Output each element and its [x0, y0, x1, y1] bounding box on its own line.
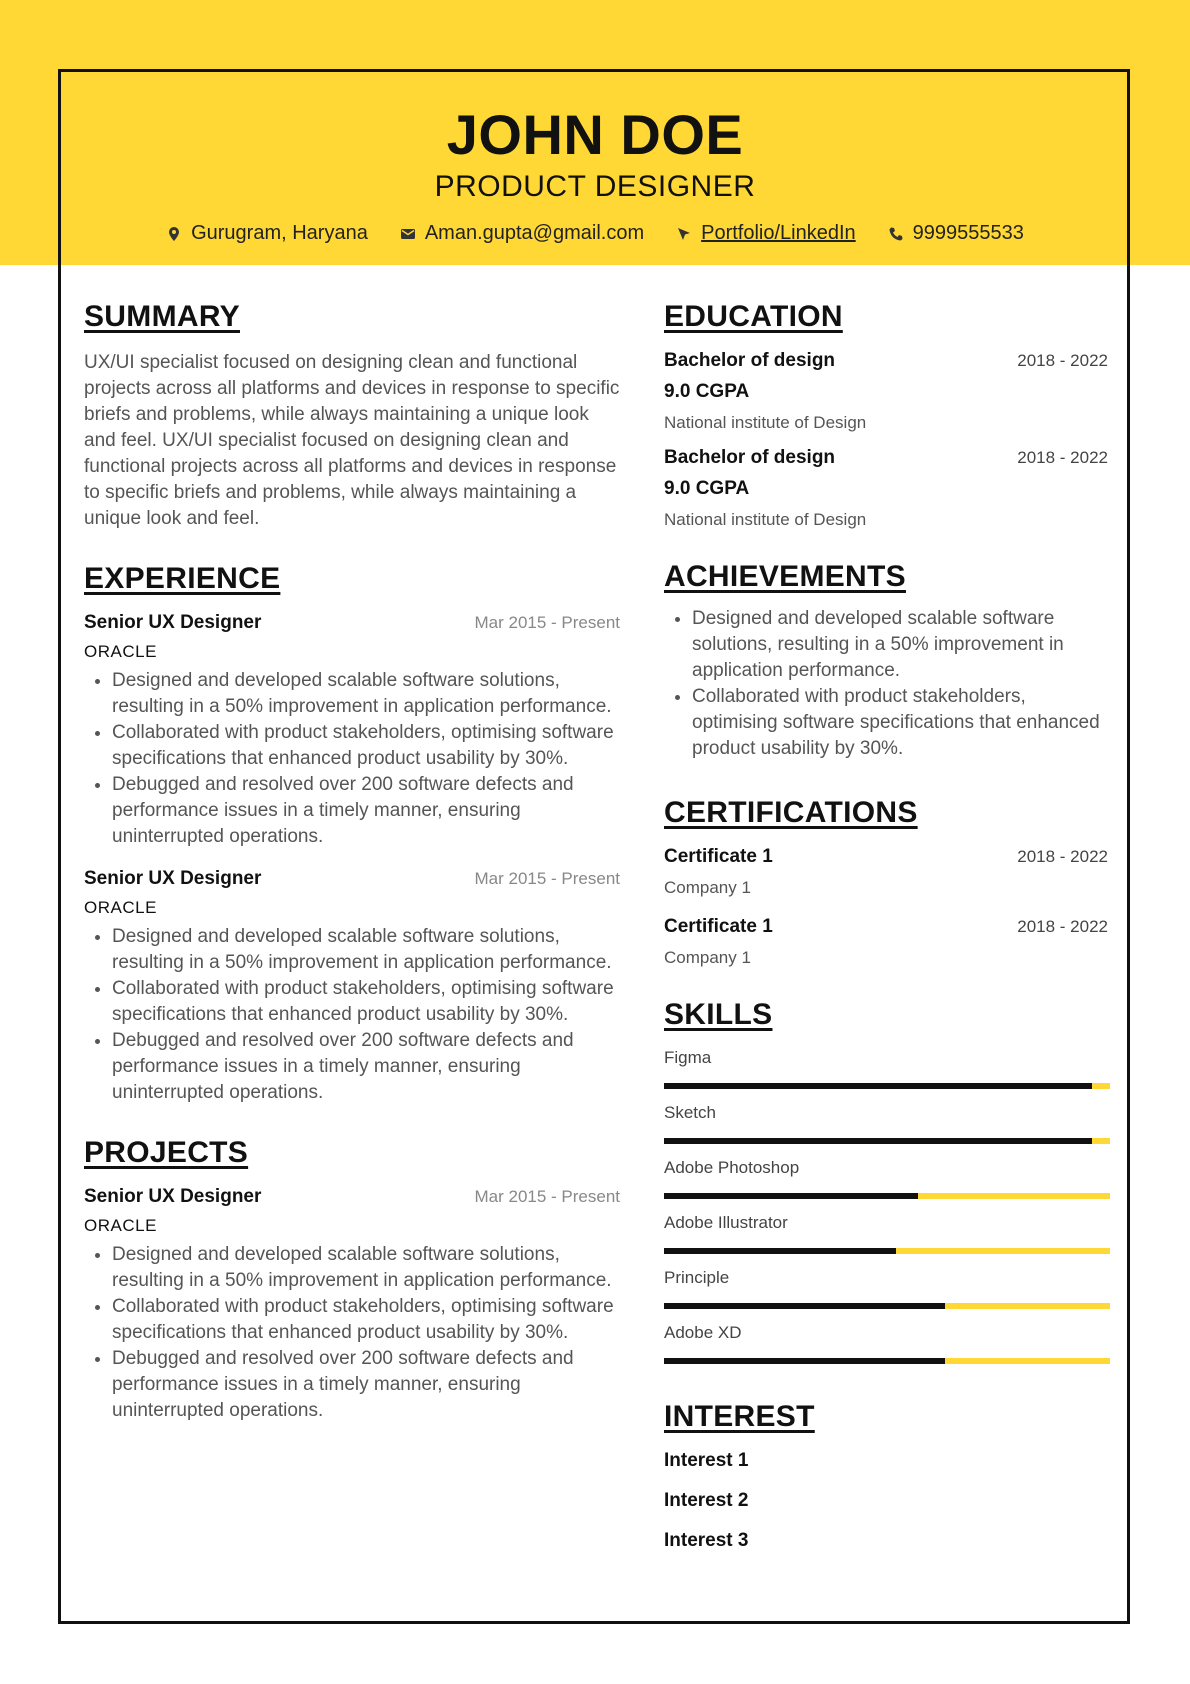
skill-level-fill — [664, 1138, 1092, 1144]
bullet-item: • Debugged and resolved over 200 software defects and performance issues in a timely manner, ensuring uninterrupted operations. — [112, 1028, 620, 1106]
bullet-item: • Debugged and resolved over 200 software defects and performance issues in a timely manner, ensuring uninterrupted operations. — [112, 772, 620, 850]
project-item — [84, 1186, 620, 1424]
skill-bar — [664, 1248, 1110, 1254]
certification-item — [664, 916, 1108, 968]
job-date: Mar 2015 - Present — [474, 869, 620, 888]
bullet-item: • Collaborated with product stakeholders, optimising software specifications that enhanced product usability by 30%. — [692, 684, 1108, 762]
bullet-item: • Collaborated with product stakeholders, optimising software specifications that enhanced product usability by 30%. — [112, 720, 620, 772]
achievements-title: ACHIEVEMENTS — [664, 560, 906, 593]
bullet-item: • Collaborated with product stakeholders, optimising software specifications that enhanced product usability by 30%. — [112, 976, 620, 1028]
skill-bar — [664, 1193, 1110, 1199]
skills-section — [664, 998, 1108, 1364]
certificate-company: Company 1 — [664, 878, 751, 897]
job-company: ORACLE — [84, 642, 157, 661]
phone-text[interactable]: 9999555533 — [912, 222, 1024, 244]
experience-title: EXPERIENCE — [84, 562, 281, 595]
degree: Bachelor of design — [664, 447, 836, 468]
skills-list — [664, 1048, 1108, 1364]
candidate-name: JOHN DOE — [446, 103, 744, 166]
portfolio-link[interactable]: Portfolio/LinkedIn — [701, 222, 856, 244]
skill-level-fill — [664, 1193, 918, 1199]
certificate-company: Company 1 — [664, 948, 751, 967]
skill-name: Sketch — [664, 1103, 716, 1122]
education-section — [664, 300, 1108, 530]
projects-section — [84, 1136, 620, 1424]
skill-item — [664, 1213, 1108, 1254]
summary-section — [84, 300, 620, 532]
skill-name: Principle — [664, 1268, 730, 1287]
skill-name: Figma — [664, 1048, 712, 1067]
skill-bar — [664, 1083, 1110, 1089]
bullet-item: • Designed and developed scalable software solutions, resulting in a 50% improvement in application performance. — [112, 924, 620, 976]
job-bullets — [84, 668, 620, 850]
certifications-title: CERTIFICATIONS — [664, 796, 918, 829]
contact-location — [166, 222, 368, 245]
contact-phone[interactable] — [888, 222, 1024, 245]
interest-item: Interest 2 — [664, 1490, 749, 1511]
contact-bar — [0, 222, 1190, 245]
job-company: ORACLE — [84, 898, 157, 917]
skill-level-fill — [664, 1248, 896, 1254]
contact-portfolio[interactable] — [676, 222, 856, 245]
grade: 9.0 CGPA — [664, 381, 750, 402]
grade: 9.0 CGPA — [664, 478, 750, 499]
experience-section — [84, 562, 620, 1106]
bullet-item: • Designed and developed scalable software solutions, resulting in a 50% improvement in application performance. — [112, 668, 620, 720]
achievements-section — [664, 560, 1108, 762]
job-title: Senior UX Designer — [84, 868, 262, 889]
skill-level-fill — [664, 1358, 945, 1364]
education-item — [664, 350, 1108, 433]
job-title: Senior UX Designer — [84, 612, 262, 633]
skill-level-fill — [664, 1303, 945, 1309]
project-date: Mar 2015 - Present — [474, 1187, 620, 1206]
education-title: EDUCATION — [664, 300, 843, 333]
summary-title: SUMMARY — [84, 300, 240, 333]
skill-bar — [664, 1358, 1110, 1364]
right-column — [664, 300, 1108, 1570]
projects-title: PROJECTS — [84, 1136, 249, 1169]
skill-item — [664, 1323, 1108, 1364]
skill-name: Adobe Photoshop — [664, 1158, 800, 1177]
certificate-name: Certificate 1 — [664, 846, 773, 867]
bullet-item: • Collaborated with product stakeholders, optimising software specifications that enhanced product usability by 30%. — [112, 1294, 620, 1346]
contact-email[interactable] — [400, 222, 644, 245]
skill-item — [664, 1268, 1108, 1309]
mail-icon — [400, 226, 416, 242]
location-text: Gurugram, Haryana — [191, 222, 368, 244]
left-column — [84, 300, 620, 1442]
certificate-date: 2018 - 2022 — [1017, 847, 1108, 866]
email-text[interactable]: Aman.gupta@gmail.com — [424, 222, 645, 244]
bullet-item: • Designed and developed scalable software solutions, resulting in a 50% improvement in application performance. — [692, 606, 1108, 684]
candidate-role: PRODUCT DESIGNER — [434, 170, 756, 203]
phone-icon — [888, 226, 904, 242]
project-title: Senior UX Designer — [84, 1186, 262, 1207]
job-date: Mar 2015 - Present — [474, 613, 620, 632]
cursor-pointer-icon — [676, 226, 692, 242]
degree: Bachelor of design — [664, 350, 836, 371]
school: National institute of Design — [664, 413, 867, 432]
project-bullets — [84, 1242, 620, 1424]
skill-bar — [664, 1303, 1110, 1309]
experience-item — [84, 612, 620, 850]
certifications-section — [664, 796, 1108, 968]
skill-level-fill — [664, 1083, 1092, 1089]
skill-name: Adobe Illustrator — [664, 1213, 788, 1232]
bullet-item: • Designed and developed scalable software solutions, resulting in a 50% improvement in application performance. — [112, 1242, 620, 1294]
skills-title: SKILLS — [664, 998, 773, 1031]
certificate-name: Certificate 1 — [664, 916, 773, 937]
school: National institute of Design — [664, 510, 867, 529]
interest-section — [664, 1400, 1108, 1552]
project-company: ORACLE — [84, 1216, 157, 1235]
interest-item: Interest 3 — [664, 1530, 749, 1551]
skill-item — [664, 1048, 1108, 1089]
degree-date: 2018 - 2022 — [1017, 351, 1108, 370]
degree-date: 2018 - 2022 — [1017, 448, 1108, 467]
location-pin-icon — [166, 226, 182, 242]
job-bullets — [84, 924, 620, 1106]
summary-text: UX/UI specialist focused on designing clean and functional projects across all platforms and devices in response to specific briefs and problems, while always maintaining a unique look and feel. UX/UI specialist focused on designing clean and functional projects across all platforms and devices in response to specific briefs and problems, while always maintaining a unique look and feel. — [84, 352, 620, 529]
interest-item: Interest 1 — [664, 1450, 749, 1471]
skill-item — [664, 1103, 1108, 1144]
skill-item — [664, 1158, 1108, 1199]
certification-item — [664, 846, 1108, 898]
skill-bar — [664, 1138, 1110, 1144]
skill-name: Adobe XD — [664, 1323, 742, 1342]
achievement-bullets — [664, 606, 1108, 762]
education-item — [664, 447, 1108, 530]
interest-title: INTEREST — [664, 1400, 815, 1433]
bullet-item: • Debugged and resolved over 200 software defects and performance issues in a timely manner, ensuring uninterrupted operations. — [112, 1346, 620, 1424]
certificate-date: 2018 - 2022 — [1017, 917, 1108, 936]
experience-item — [84, 868, 620, 1106]
